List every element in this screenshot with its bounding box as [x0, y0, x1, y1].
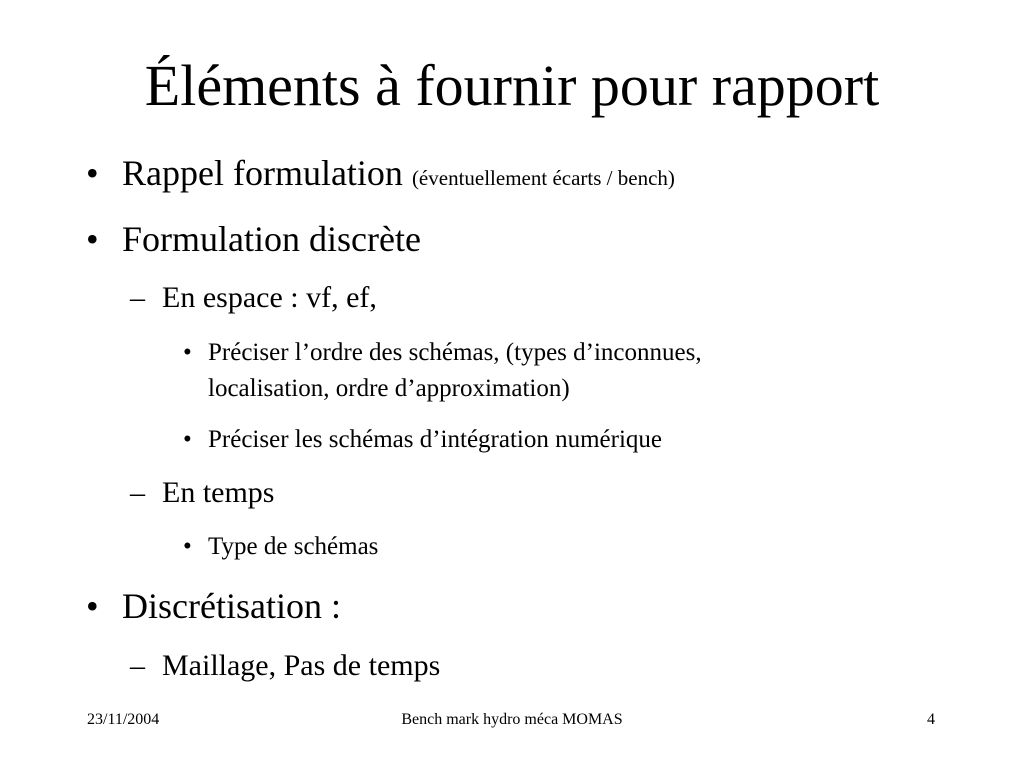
- dash-icon: –: [130, 281, 145, 314]
- footer-page-number: 4: [927, 711, 935, 728]
- footer-date: 23/11/2004: [87, 711, 160, 728]
- bullet-dot-icon: •: [86, 586, 99, 626]
- bullet-dot-icon: •: [86, 153, 99, 193]
- list-item-text: Type de schémas: [208, 533, 379, 560]
- bullet-dot-icon: •: [183, 533, 192, 560]
- slide-title: Éléments à fournir pour rapport: [144, 53, 880, 118]
- bullet-dot-icon: •: [183, 339, 192, 366]
- list-item-main-text: Rappel formulation: [122, 153, 403, 193]
- list-item-text: Préciser les schémas d’intégration numérique: [208, 426, 663, 453]
- list-item-text: Discrétisation :: [122, 586, 341, 626]
- list-item-text: Préciser l’ordre des schémas, (types d’inconnues,: [208, 339, 702, 366]
- bullet-dot-icon: •: [183, 426, 192, 453]
- footer-title: Bench mark hydro méca MOMAS: [401, 711, 623, 728]
- list-item-note: (éventuellement écarts / bench): [411, 166, 675, 190]
- list-item-text: Maillage, Pas de temps: [162, 649, 441, 682]
- dash-icon: –: [130, 649, 145, 682]
- list-item-text: En temps: [162, 476, 275, 509]
- list-item-text: En espace : vf, ef,: [162, 281, 377, 314]
- list-item-text: localisation, ordre d’approximation): [208, 375, 570, 402]
- dash-icon: –: [130, 476, 145, 509]
- list-item-text: [122, 153, 675, 198]
- bullet-dot-icon: •: [86, 219, 99, 259]
- list-item-text: Formulation discrète: [122, 219, 421, 259]
